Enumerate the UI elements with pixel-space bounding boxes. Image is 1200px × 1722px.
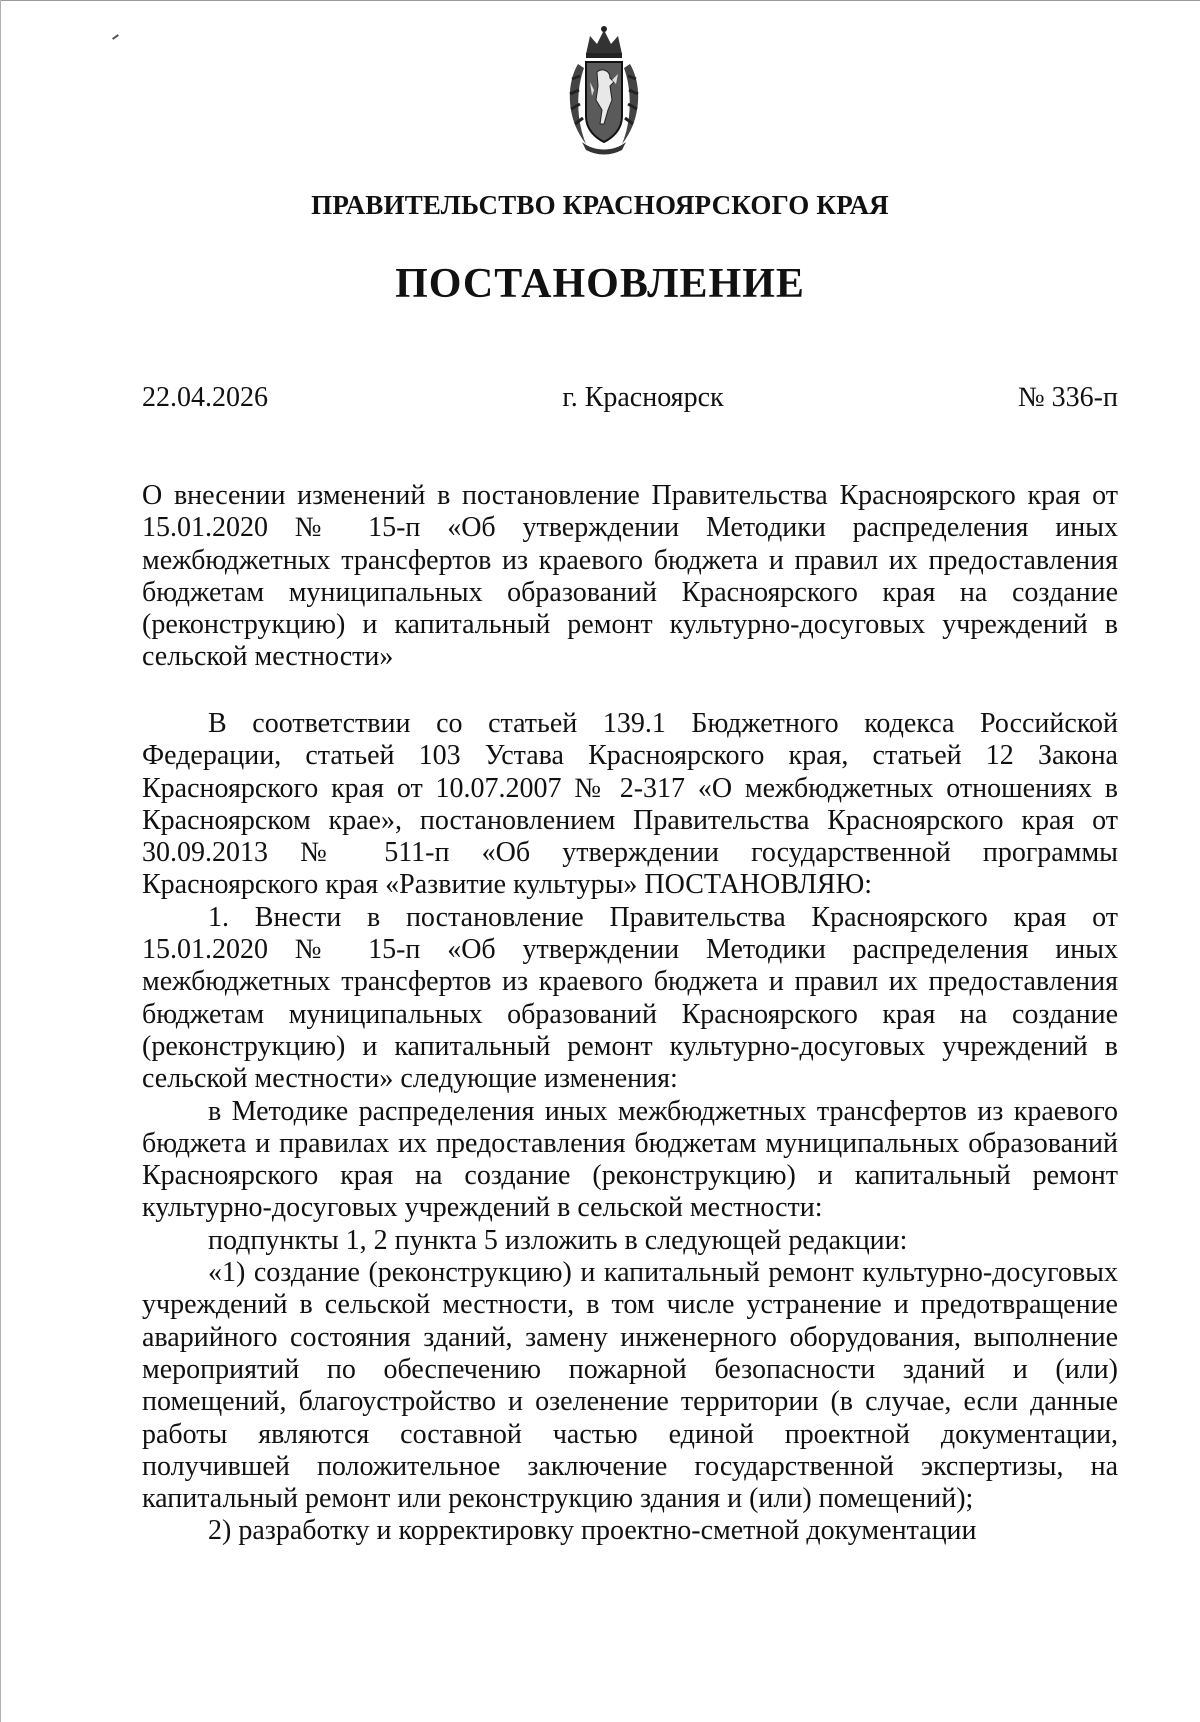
document-number: № 336-п [1017, 382, 1118, 413]
document-date: 22.04.2026 [142, 382, 268, 413]
preamble-paragraph: В соответствии со статьей 139.1 Бюджетного кодекса Российской Федерации, статьей 103 Устава Красноярского края, статьей 12 Закона Красноярского края от 10.07.2007 № 2-317 «О межбюджетных отношениях в Красноярском крае», постановлением Правительства Красноярского края от 30.09.2013 № 511-п «Об утверждении государственной программы Красноярского края «Развитие культуры» ПОСТАНОВЛЯЮ: [142, 708, 1118, 901]
document-meta-row [142, 382, 1118, 414]
subclause-1-paragraph: «1) создание (реконструкцию) и капитальный ремонт культурно-досуговых учреждений в сельской местности, в том числе устранение и предотвращение аварийного состояния зданий, замену инженерного оборудования, выполнение мероприятий по обеспечению пожарной безопасности зданий и (или) помещений, благоустройство и озеленение территории (в случае, если данные работы являются составной частью единой проектной документации, получившей положительное заключение государственной экспертизы, на капитальный ремонт или реконструкцию здания и (или) помещений); [142, 1257, 1118, 1515]
subclause-2-paragraph: 2) разработку и корректировку проектно-сметной документации [208, 1515, 977, 1547]
methodology-paragraph: в Методике распределения иных межбюджетных трансфертов из краевого бюджета и правилах их предоставления бюджетам муниципальных образований Красноярского края на создание (реконструкцию) и капитальный ремонт культурно-досуговых учреждений в сельской местности: [142, 1095, 1118, 1224]
scan-edge-left [0, 0, 1, 1722]
subject-text: О внесении изменений в постановление Правительства Красноярского края от 15.01.2020 № 15-п «Об утверждении Методики распределения иных межбюджетных трансфертов из краевого бюджета и правил их предоставления бюджетам муниципальных образований Красноярского края на создание (реконструкцию) и капитальный ремонт культурно-досуговых учреждений в сельской местности» [142, 480, 1118, 673]
subclauses-intro-paragraph: подпункты 1, 2 пункта 5 изложить в следующей редакции: [208, 1224, 908, 1256]
coat-of-arms-icon [564, 24, 644, 156]
document-place: г. Красноярск [562, 382, 724, 413]
document-type-title: ПОСТАНОВЛЕНИЕ [395, 261, 805, 307]
document-subject [142, 480, 1118, 674]
clause-1-paragraph: 1. Внести в постановление Правительства Красноярского края от 15.01.2020 № 15-п «Об утверждении Методики распределения иных межбюджетных трансфертов из краевого бюджета и правил их предоставления бюджетам муниципальных образований Красноярского края на создание (реконструкцию) и капитальный ремонт культурно-досуговых учреждений в сельской местности» следующие изменения: [142, 901, 1118, 1095]
document-body [142, 708, 1118, 1548]
organization-title: ПРАВИТЕЛЬСТВО КРАСНОЯРСКОГО КРАЯ [311, 190, 889, 220]
scan-speck [112, 34, 119, 40]
scan-edge-top [0, 0, 1200, 1]
